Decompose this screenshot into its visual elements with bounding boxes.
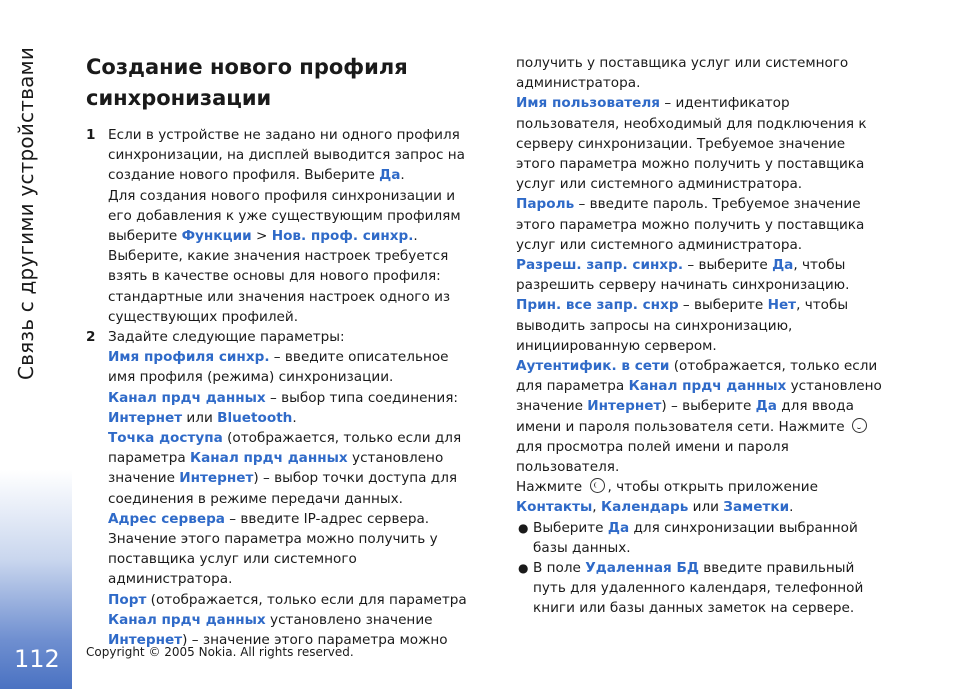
step-2-intro: Задайте следующие параметры: <box>108 329 345 346</box>
sidebar <box>0 0 72 689</box>
keyword: Имя пользователя <box>516 95 661 112</box>
keyword: Прин. все запр. снхр <box>516 297 679 314</box>
keyword: Контакты <box>516 499 593 516</box>
left-column <box>86 52 478 650</box>
section-title: Связь с другими устройствами <box>14 46 38 380</box>
keyword: Заметки <box>723 499 790 516</box>
param-accept-all: Прин. все запр. снхр – выберите Нет, чтобы выводить запросы на синхронизацию, инициированную сервером. <box>516 297 849 354</box>
keyword: Да <box>607 519 630 536</box>
keyword: Точка доступа <box>108 430 223 447</box>
copyright-footer: Copyright © 2005 Nokia. All rights reserved. <box>86 645 354 659</box>
keyword: Интернет <box>179 470 254 487</box>
param-server-address: Адрес сервера – введите IP-адрес сервера. Значение этого параметра можно получить у поставщика услуг или системного администратора. <box>108 510 438 588</box>
continued-text: получить у поставщика услуг или системного администратора. <box>516 55 849 92</box>
step-number: 2 <box>86 329 96 346</box>
step-1 <box>86 125 478 327</box>
keyword: Аутентифик. в сети <box>516 358 670 375</box>
keyword: Функции <box>181 228 252 245</box>
param-access-point: Точка доступа (отображается, только если для параметра Канал прдч данных установлено значение Интернет) – выбор точки доступа для соединения в режиме передачи данных. <box>108 430 462 507</box>
keyword: Канал прдч данных <box>628 378 787 395</box>
keyword: Канал прдч данных <box>108 611 266 628</box>
keyword: Да <box>772 257 794 274</box>
bullet-icon: ● <box>518 520 529 535</box>
step-2 <box>86 327 478 650</box>
keyword: Нет <box>767 297 797 314</box>
scroll-key-icon <box>852 418 867 433</box>
step-1-text: Если в устройстве не задано ни одного профиля синхронизации, на дисплей выводится запрос на создание нового профиля. Выберите Да. <box>108 127 465 184</box>
param-profile-name: Имя профиля синхр. – введите описательное имя профиля (режима) синхронизации. <box>108 349 449 386</box>
keyword: Да <box>755 398 777 415</box>
keyword: Bluetooth <box>217 409 293 426</box>
keyword: Имя профиля синхр. <box>108 349 270 366</box>
keyword: Порт <box>108 591 147 608</box>
param-data-bearer: Канал прдч данных – выбор типа соединения: Интернет или Bluetooth. <box>108 389 458 426</box>
keyword: Интернет <box>108 632 183 649</box>
keyword: Пароль <box>516 196 575 213</box>
page-number: 112 <box>14 645 60 673</box>
keyword: Нов. проф. синхр. <box>271 228 414 245</box>
param-network-auth: Аутентифик. в сети (отображается, только если для параметра Канал прдч данных установлено значение Интернет) – выберите Да для ввода имени и пароля пользователя сети. Нажмите для просмотра полей имени и пароля пользователя. <box>516 358 882 476</box>
open-app-text: Нажмите , чтобы открыть приложение Контакты, Календарь или Заметки. <box>516 479 818 516</box>
param-port: Порт (отображается, только если для параметра Канал прдч данных установлено значение Интернет) – значение этого параметра можно <box>108 591 467 649</box>
step-number: 1 <box>86 127 96 143</box>
step-1-text-2: Для создания нового профиля синхронизации и его добавления к уже существующим профилям выберите Функции > Нов. проф. синхр.. Выберите, какие значения настроек требуется взять в качестве основы для нового профиля: стандартные или значения настроек одного из существующих профилей. <box>108 187 461 325</box>
bullet-item: ● В поле Удаленная БД введите правильный путь для удаленного календаря, телефонной книги или базы данных заметок на сервере. <box>518 560 864 617</box>
keyword: Удаленная БД <box>585 560 699 577</box>
param-password: Пароль – введите пароль. Требуемое значение этого параметра можно получить у поставщика услуг или системного администратора. <box>516 196 865 253</box>
page-title: Создание нового профиля синхронизации <box>86 55 408 110</box>
bullet-item: ● Выберите Да для синхронизации выбранной базы данных. <box>518 519 858 556</box>
param-allow-sync: Разреш. запр. синхр. – выберите Да, чтобы разрешить серверу начинать синхронизацию. <box>516 257 850 294</box>
keyword: Интернет <box>587 398 662 415</box>
keyword: Разреш. запр. синхр. <box>516 257 684 274</box>
keyword: Календарь <box>600 499 689 516</box>
keyword: Адрес сервера <box>108 510 225 527</box>
right-column <box>516 53 888 619</box>
bullet-icon: ● <box>518 561 529 576</box>
keyword: Канал прдч данных <box>108 389 266 406</box>
keyword: Да <box>379 167 401 184</box>
param-user-name: Имя пользователя – идентификатор пользователя, необходимый для подключения к серверу синхронизации. Требуемое значение этого параметра можно получить у поставщика услуг или системного администратора. <box>516 95 867 193</box>
joystick-left-icon <box>590 478 605 493</box>
keyword: Канал прдч данных <box>190 450 348 467</box>
keyword: Интернет <box>108 409 183 426</box>
